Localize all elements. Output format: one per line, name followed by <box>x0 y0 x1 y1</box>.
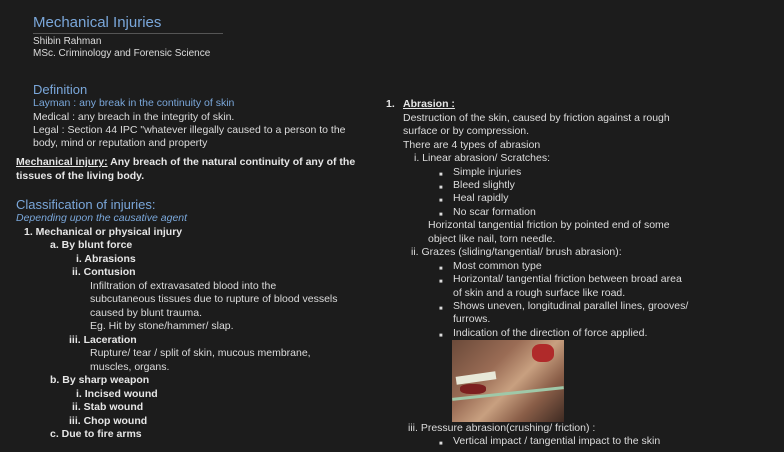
contusion-desc-4: Eg. Hit by stone/hammer/ slap. <box>90 320 234 332</box>
grazes-bullet-2-cont: of skin and a rough surface like road. <box>453 287 626 299</box>
abrasion-def-2: surface or by compression. <box>403 125 530 137</box>
definition-layman: Layman : any break in the continuity of skin <box>33 97 235 109</box>
class-item-1: 1. Mechanical or physical injury <box>24 226 183 238</box>
abrasion-types: There are 4 types of abrasion <box>403 139 541 151</box>
linear-note-2: object like nail, torn needle. <box>428 233 556 245</box>
laceration-desc-2: muscles, organs. <box>90 361 170 373</box>
classification-heading: Classification of injuries: <box>16 197 156 212</box>
contusion-desc-2: subcutaneous tissues due to rupture of blood vessels <box>90 293 338 305</box>
wound-mark <box>532 344 554 362</box>
class-chop: iii. Chop wound <box>69 415 148 427</box>
grazes-bullet-3-cont: furrows. <box>453 313 491 325</box>
abrasion-number: 1. <box>386 98 395 110</box>
abrasion-photo <box>452 340 564 422</box>
grazes-bullet-3: ■ Shows uneven, longitudinal parallel lines, grooves/ <box>453 300 688 314</box>
title-divider <box>33 33 223 34</box>
wound-mark-secondary <box>460 384 486 394</box>
author: Shibin Rahman <box>33 36 102 47</box>
class-blunt: a. By blunt force <box>50 239 133 251</box>
linear-bullet-1: ■ Simple injuries <box>453 166 521 180</box>
class-contusion: ii. Contusion <box>72 266 136 278</box>
mechanical-injury-term: Mechanical injury: <box>16 156 108 168</box>
abrasion-title: Abrasion : <box>403 98 455 110</box>
grazes-heading: ii. Grazes (sliding/tangential/ brush abrasion): <box>411 246 622 258</box>
contusion-desc-1: Infiltration of extravasated blood into the <box>90 280 277 292</box>
linear-bullet-3: ■ Heal rapidly <box>453 192 508 206</box>
contusion-desc-3: caused by blunt trauma. <box>90 307 203 319</box>
linear-heading: i. Linear abrasion/ Scratches: <box>414 152 550 164</box>
linear-note-1: Horizontal tangential friction by pointed end of some <box>428 219 670 231</box>
class-laceration: iii. Laceration <box>69 334 137 346</box>
class-sharp: b. By sharp weapon <box>50 374 150 386</box>
linear-bullet-4: ■ No scar formation <box>453 206 536 220</box>
mechanical-injury-text: Any breach of the natural continuity of any of the <box>107 156 356 168</box>
classification-subheading: Depending upon the causative agent <box>16 212 188 224</box>
mechanical-injury-line-2: tissues of the living body. <box>16 170 145 182</box>
pressure-bullet-1: ■ Vertical impact / tangential impact to the skin <box>453 435 660 449</box>
abrasion-def-1: Destruction of the skin, caused by friction against a rough <box>403 112 670 124</box>
tape-mark <box>456 371 497 384</box>
class-incised: i. Incised wound <box>76 388 158 400</box>
pressure-heading: iii. Pressure abrasion(crushing/ friction) : <box>408 422 596 434</box>
page-title: Mechanical Injuries <box>33 14 162 31</box>
affiliation: MSc. Criminology and Forensic Science <box>33 48 211 59</box>
grazes-bullet-1: ■ Most common type <box>453 260 542 274</box>
class-firearms: c. Due to fire arms <box>50 428 142 440</box>
class-abrasions: i. Abrasions <box>76 253 136 265</box>
linear-bullet-2: ■ Bleed slightly <box>453 179 515 193</box>
grazes-bullet-2: ■ Horizontal/ tangential friction between broad area <box>453 273 682 287</box>
definition-legal-2: body, mind or reputation and property <box>33 137 208 149</box>
definition-heading: Definition <box>33 82 88 97</box>
definition-medical: Medical : any breach in the integrity of skin. <box>33 111 235 123</box>
grazes-bullet-4: ■ Indication of the direction of force applied. <box>453 327 647 341</box>
class-stab: ii. Stab wound <box>72 401 144 413</box>
definition-legal-1: Legal : Section 44 IPC "whatever illegally caused to a person to the <box>33 124 346 136</box>
laceration-desc-1: Rupture/ tear / split of skin, mucous membrane, <box>90 347 311 359</box>
mechanical-injury-line-1 <box>16 156 355 170</box>
